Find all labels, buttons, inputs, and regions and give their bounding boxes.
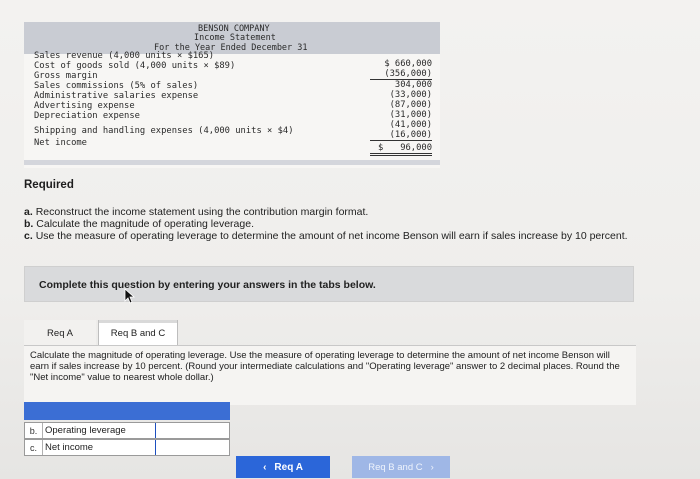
- prev-tab-label: Req A: [274, 461, 303, 473]
- required-item-b: [24, 218, 254, 230]
- answer-row-letter: c.: [25, 440, 43, 455]
- row-sales-label: Sales revenue (4,000 units × $165): [34, 51, 215, 61]
- required-item-c-letter: c.: [24, 230, 33, 242]
- row-commissions-amount: (33,000): [389, 90, 432, 100]
- banner-text: Complete this question by entering your answers in the tabs below.: [39, 279, 376, 291]
- chevron-right-icon: ›: [430, 461, 434, 473]
- row-advertising-amount: (31,000): [389, 110, 432, 120]
- row-shipping-amount: (16,000): [370, 130, 432, 141]
- tab-req-b-and-c[interactable]: Req B and C: [98, 320, 178, 346]
- chevron-left-icon: ‹: [263, 461, 267, 473]
- statement-header: [24, 22, 440, 54]
- statement-title: Income Statement: [194, 33, 276, 43]
- required-item-a-text: Reconstruct the income statement using the contribution margin format.: [35, 206, 369, 218]
- row-depreciation-label: Depreciation expense: [34, 111, 140, 121]
- answer-row-operating-leverage: [24, 422, 230, 439]
- row-admin-amount: (87,000): [389, 100, 432, 110]
- row-shipping-label: Shipping and handling expenses (4,000 units × $4): [34, 126, 294, 136]
- row-commissions-label: Sales commissions (5% of sales): [34, 81, 199, 91]
- required-item-a: [24, 206, 368, 218]
- row-admin-label: Administrative salaries expense: [34, 91, 199, 101]
- net-income-currency: $: [378, 143, 384, 153]
- next-tab-button[interactable]: [352, 456, 450, 478]
- row-net-income-label: Net income: [34, 138, 87, 148]
- net-income-input[interactable]: [155, 440, 229, 455]
- company-name: BENSON COMPANY: [198, 24, 270, 34]
- required-item-c: [24, 230, 628, 242]
- question-panel: [24, 345, 636, 405]
- required-item-c-text: Use the measure of operating leverage to determine the amount of net income Benson will earn if sales increase by 10 percent.: [35, 230, 628, 242]
- required-item-b-letter: b.: [24, 218, 34, 230]
- required-heading: Required: [24, 179, 74, 191]
- instructions-note: (Round your intermediate calculations and "Operating leverage" answer to 2 decimal places. Round the "Net income" value to nearest whole dollar.): [30, 361, 620, 383]
- income-statement: [24, 22, 440, 168]
- statement-divider: [24, 160, 440, 165]
- answer-row-label: Operating leverage: [45, 425, 126, 436]
- next-tab-label: Req B and C: [368, 461, 423, 473]
- row-depreciation-amount: (41,000): [389, 120, 432, 130]
- required-item-b-text: Calculate the magnitude of operating leverage.: [36, 218, 254, 230]
- row-advertising-label: Advertising expense: [34, 101, 135, 111]
- answer-row-letter: b.: [25, 423, 43, 438]
- row-cogs-amount: (356,000): [370, 69, 432, 80]
- row-gross-margin-label: Gross margin: [34, 71, 98, 81]
- required-item-a-letter: a.: [24, 206, 33, 218]
- row-sales-amount: $ 660,000: [384, 59, 432, 69]
- statement-period: For the Year Ended December 31: [154, 43, 308, 53]
- row-cogs-label: Cost of goods sold (4,000 units × $89): [34, 61, 236, 71]
- operating-leverage-input[interactable]: [155, 423, 229, 438]
- row-net-income-amount: 96,000: [370, 143, 432, 156]
- answer-row-label: Net income: [45, 442, 94, 453]
- instructions-banner: [24, 266, 634, 302]
- question-instructions: [30, 350, 630, 383]
- answer-table-header: [24, 402, 230, 420]
- mouse-cursor-icon: [124, 288, 136, 304]
- prev-tab-button[interactable]: [236, 456, 330, 478]
- tab-req-a[interactable]: Req A: [24, 320, 96, 346]
- row-gross-margin-amount: 304,000: [394, 80, 432, 90]
- answer-row-net-income: [24, 439, 230, 456]
- instructions-main: Calculate the magnitude of operating leverage. Use the measure of operating leverage to determine the amount of net income Benson will earn if sales increase by 10 percent.: [30, 350, 610, 372]
